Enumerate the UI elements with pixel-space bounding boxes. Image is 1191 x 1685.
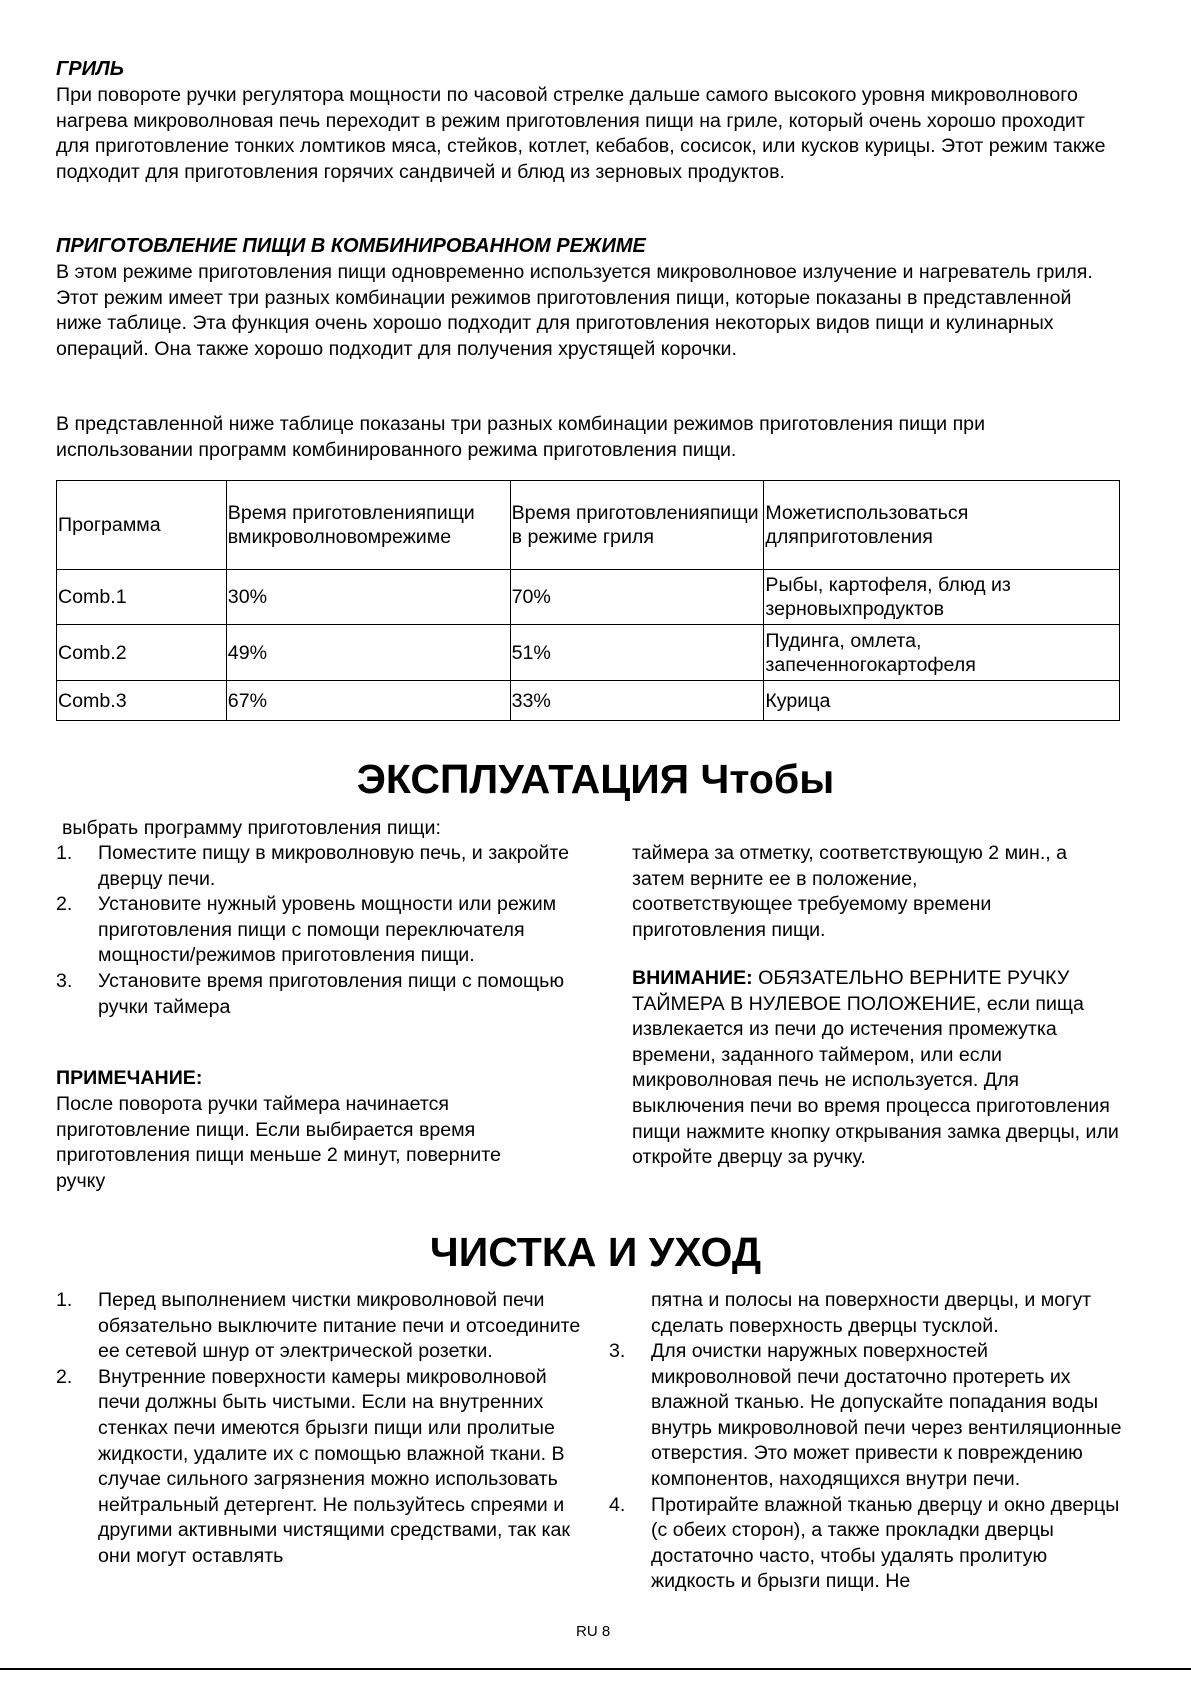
table-intro: В представленной ниже таблице показаны три разных комбинации режимов приготовления пищи при использовании программ комбинированного режима приготовления пищи. (56, 413, 986, 461)
operation-title: ЭКСПЛУАТАЦИЯ Чтобы (356, 756, 835, 802)
table-header-cell: Можетиспользоваться дляприготовления (764, 481, 1120, 570)
table-cell: 51% (510, 625, 764, 681)
list-text: Перед выполнением чистки микроволновой печи обязательно выключите питание печи и отсоедините ее сетевой шнур от электрической розетки. (98, 1289, 581, 1363)
note-heading: ПРИМЕЧАНИЕ: (56, 1067, 203, 1089)
warning-text: если пища извлекается из печи до истечения промежутка времени, заданного таймером, или если микроволновая печь не используется. Для выключения печи во время процесса приготовления пищи нажмите кнопку открывания замка дверцы, или откройте дверцу за ручку. (632, 992, 1119, 1169)
list-text: Внутренние поверхности камеры микроволновой печи должны быть чистыми. Если на внутренних стенках печи имеются брызги пищи или пролитые жидкости, удалите их с помощью влажной ткани. В случае сильного загрязнения можно использовать нейтральный детергент. Не пользуйтесь спреями и другими активными чистящими средствами, так как они могут оставлять (98, 1365, 570, 1567)
grill-text: При повороте ручки регулятора мощности по часовой стрелке дальше самого высокого уровня микроволнового нагрева микроволновая печь переходит в режим приготовления пищи на гриле, который очень хорошо проходит для приготовление тонких ломтиков мяса, стейков, котлет, кебабов, сосисок, или кусков курицы. Этот режим также подходит для приготовления горячих сандвичей и блюд из зерновых продуктов. (56, 84, 1106, 183)
combined-text: В этом режиме приготовления пищи одновременно используется микроволновое излучение и нагреватель гриля. Этот режим имеет три разных комбинации режимов приготовления пищи, которые показаны в представленной ниже таблице. Эта функция очень хорошо подходит для приготовления некоторых видов пищи и кулинарных операций. Она также хорошо подходит для получения хрустящей корочки. (56, 261, 1093, 360)
table-cell: 33% (510, 681, 764, 721)
table-cell: Comb.3 (57, 681, 227, 721)
table-header-row (57, 481, 1120, 570)
list-item (56, 1288, 586, 1365)
table-cell: Comb.2 (57, 625, 227, 681)
cleaning-left-list (56, 1288, 586, 1570)
cleaning-right-list (609, 1339, 1131, 1595)
list-number: 1. (56, 842, 73, 864)
list-number: 3. (609, 1340, 626, 1362)
combined-heading: ПРИГОТОВЛЕНИЕ ПИЩИ В КОМБИНИРОВАННОМ РЕЖИМЕ (56, 235, 646, 257)
list-text: Установите время приготовления пищи с помощью ручки таймера (98, 969, 565, 1018)
warning-caps: ОБЯЗАТЕЛЬНО ВЕРНИТЕ РУЧКУ ТАЙМЕРА В НУЛЕВОЕ ПОЛОЖЕНИЕ, (632, 967, 1070, 1015)
warning-block (632, 966, 1132, 1171)
list-item (609, 1493, 1131, 1595)
list-number: 2. (56, 1365, 73, 1388)
list-item (56, 841, 576, 892)
table-cell: 30% (226, 570, 510, 625)
warning-label: ВНИМАНИЕ: (632, 967, 753, 989)
list-item (56, 1365, 586, 1570)
operation-steps (56, 841, 576, 1020)
list-number: 4. (609, 1493, 626, 1516)
list-text: Протирайте влажной тканью дверцу и окно дверцы (с обеих сторон), а также прокладки дверцы достаточно часто, чтобы удалять пролитую жидкость и брызги пищи. Не (651, 1493, 1120, 1593)
list-number: 3. (56, 969, 73, 992)
cleaning-right-continuation: пятна и полосы на поверхности дверцы, и могут сделать поверхность дверцы тусклой. (651, 1289, 1092, 1337)
cleaning-title: ЧИСТКА И УХОД (429, 1229, 762, 1275)
table-cell: Курица (764, 681, 1120, 721)
page-number: RU 8 (576, 1623, 611, 1640)
table-row (57, 681, 1120, 721)
list-number: 2. (56, 893, 73, 916)
table-header-cell: Время приготовленияпищи вмикроволновомрежиме (226, 481, 510, 570)
table-cell: 49% (226, 625, 510, 681)
table-cell: Рыбы, картофеля, блюд из зерновыхпродуктов (764, 570, 1120, 625)
table-row (57, 570, 1120, 625)
list-number: 1. (56, 1289, 73, 1311)
operation-intro: выбрать программу приготовления пищи: (62, 817, 441, 839)
list-item (56, 892, 576, 969)
table-cell: 67% (226, 681, 510, 721)
grill-heading: ГРИЛЬ (56, 58, 124, 80)
list-item (56, 969, 576, 1020)
table-row (57, 625, 1120, 681)
list-text: Поместите пищу в микроволновую печь, и закройте дверцу печи. (98, 842, 570, 890)
list-item (609, 1339, 1131, 1493)
bottom-divider (0, 1668, 1191, 1670)
table-cell: Comb.1 (57, 570, 227, 625)
table-cell: 70% (510, 570, 764, 625)
table-cell: Пудинга, омлета, запеченногокартофеля (764, 625, 1120, 681)
list-text: Установите нужный уровень мощности или режим приготовления пищи с помощи переключателя мощности/режимов приготовления пищи. (98, 893, 557, 967)
table-header-cell: Время приготовленияпищи в режиме гриля (510, 481, 764, 570)
list-text: Для очистки наружных поверхностей микроволновой печи достаточно протереть их влажной тканью. Не допускайте попадания воды внутрь микроволновой печи через вентиляционные отверстия. Это может привести к повреждению компонентов, находящихся внутри печи. (651, 1340, 1122, 1490)
table-header-cell: Программа (57, 481, 227, 570)
combination-table (56, 480, 1120, 721)
note-text: После поворота ручки таймера начинается приготовление пищи. Если выбирается время приготовления пищи меньше 2 минут, поверните ручку (56, 1093, 501, 1192)
operation-right-text: таймера за отметку, соответствующую 2 мин., а затем верните ее в положение, соответствующее требуемому времени приготовления пищи. (632, 842, 1068, 941)
